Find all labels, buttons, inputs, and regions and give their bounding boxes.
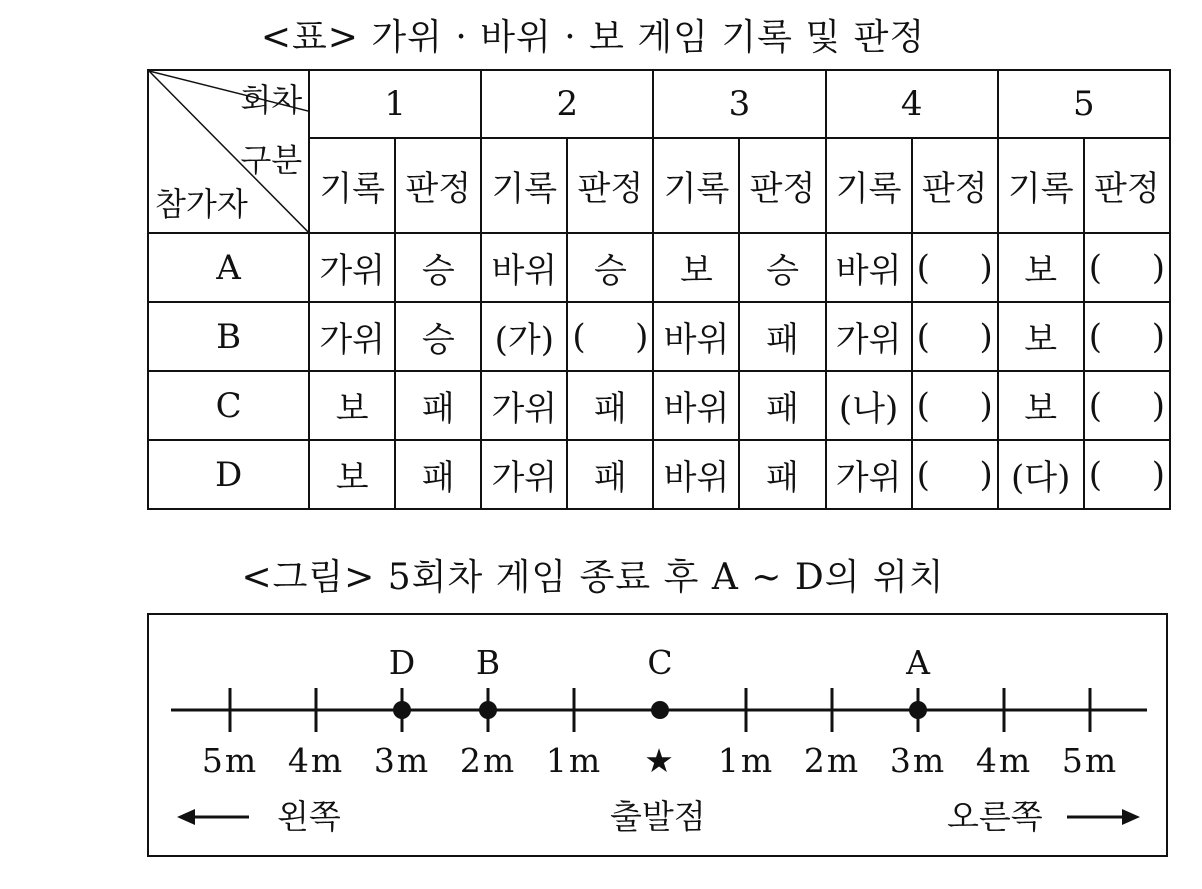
subheader-record: 기록 <box>481 138 567 233</box>
blank-parentheses <box>913 386 997 426</box>
round-header-3: 3 <box>653 70 825 138</box>
blank-parentheses <box>1085 455 1169 495</box>
record-cell: 보 <box>998 233 1084 302</box>
round-header-4: 4 <box>826 70 998 138</box>
record-cell: 보 <box>309 371 395 440</box>
open-paren: ( <box>916 454 930 495</box>
subheader-record: 기록 <box>309 138 395 233</box>
corner-label-participant: 참가자 <box>155 185 248 223</box>
blank-result-cell <box>567 302 653 371</box>
corner-label-round: 회차 <box>240 81 303 119</box>
result-cell: 패 <box>739 302 825 371</box>
blank-result-cell <box>1084 371 1170 440</box>
result-cell: 패 <box>739 440 825 509</box>
right-direction-label: 오른쪽 <box>947 797 1043 836</box>
record-cell: 가위 <box>481 371 567 440</box>
distance-label: 4m <box>287 741 345 780</box>
open-paren: ( <box>1088 247 1103 288</box>
subheader-record: 기록 <box>998 138 1084 233</box>
record-cell: 바위 <box>481 233 567 302</box>
blank-result-cell <box>1084 233 1170 302</box>
blank-parentheses <box>1085 386 1169 426</box>
distance-label: 3m <box>889 741 947 780</box>
close-paren: ) <box>979 454 993 495</box>
open-paren: ( <box>916 316 930 357</box>
record-cell: (다) <box>998 440 1084 509</box>
subheader-result: 판정 <box>1084 138 1170 233</box>
round-header-2: 2 <box>481 70 653 138</box>
close-paren: ) <box>1151 316 1165 357</box>
distance-label: 1m <box>717 741 775 780</box>
participant-row <box>148 302 1170 371</box>
distance-label: 5m <box>1061 741 1119 780</box>
record-cell: 가위 <box>309 302 395 371</box>
result-cell: 패 <box>567 440 653 509</box>
blank-result-cell <box>912 440 998 509</box>
subheader-record: 기록 <box>653 138 739 233</box>
participant-dot <box>393 701 411 719</box>
start-star-icon: ★ <box>644 741 676 780</box>
blank-result-cell <box>1084 302 1170 371</box>
open-paren: ( <box>1088 454 1103 495</box>
subheader-result: 판정 <box>395 138 481 233</box>
blank-parentheses <box>568 317 652 357</box>
open-paren: ( <box>1088 385 1103 426</box>
position-figure <box>147 613 1168 857</box>
result-cell: 패 <box>567 371 653 440</box>
start-point-label: 출발점 <box>610 797 706 836</box>
open-paren: ( <box>916 247 930 288</box>
record-cell: (가) <box>481 302 567 371</box>
result-cell: 승 <box>395 302 481 371</box>
record-cell: 바위 <box>826 233 912 302</box>
result-cell: 승 <box>395 233 481 302</box>
blank-result-cell <box>912 233 998 302</box>
blank-parentheses <box>1085 317 1169 357</box>
result-cell: 패 <box>739 371 825 440</box>
blank-result-cell <box>912 371 998 440</box>
distance-label: 1m <box>545 741 603 780</box>
record-cell: (나) <box>826 371 912 440</box>
close-paren: ) <box>1151 454 1165 495</box>
round-header-row <box>148 70 1170 138</box>
record-cell: 보 <box>309 440 395 509</box>
blank-parentheses <box>913 455 997 495</box>
open-paren: ( <box>572 316 586 357</box>
participant-name-cell: B <box>148 302 309 371</box>
blank-parentheses <box>913 317 997 357</box>
distance-label: 5m <box>201 741 259 780</box>
game-record-table <box>147 69 1171 510</box>
result-cell: 패 <box>395 371 481 440</box>
record-cell: 가위 <box>826 440 912 509</box>
participant-dot <box>909 701 927 719</box>
close-paren: ) <box>979 316 993 357</box>
open-paren: ( <box>916 385 930 426</box>
record-cell: 보 <box>998 371 1084 440</box>
record-cell: 가위 <box>481 440 567 509</box>
record-cell: 바위 <box>653 371 739 440</box>
record-cell: 가위 <box>826 302 912 371</box>
corner-label-category: 구분 <box>240 141 303 179</box>
close-paren: ) <box>979 385 993 426</box>
participant-name-cell: C <box>148 371 309 440</box>
participant-row <box>148 233 1170 302</box>
subheader-result: 판정 <box>567 138 653 233</box>
participant-position-label: B <box>475 643 501 682</box>
participant-row <box>148 371 1170 440</box>
close-paren: ) <box>1151 385 1165 426</box>
close-paren: ) <box>635 316 649 357</box>
participant-position-label: C <box>647 643 673 682</box>
corner-header-cell <box>148 70 309 233</box>
participant-row <box>148 440 1170 509</box>
round-header-5: 5 <box>998 70 1170 138</box>
distance-label: 2m <box>803 741 861 780</box>
right-arrow-icon <box>1122 809 1140 825</box>
blank-result-cell <box>912 302 998 371</box>
record-cell: 보 <box>998 302 1084 371</box>
participant-dot <box>479 701 497 719</box>
result-cell: 패 <box>395 440 481 509</box>
record-cell: 가위 <box>309 233 395 302</box>
close-paren: ) <box>979 247 993 288</box>
distance-label: 3m <box>373 741 431 780</box>
record-cell: 바위 <box>653 440 739 509</box>
table-title: <표> 가위 · 바위 · 보 게임 기록 및 판정 <box>260 17 926 58</box>
subheader-record: 기록 <box>826 138 912 233</box>
record-cell: 보 <box>653 233 739 302</box>
participant-position-label: A <box>906 643 930 682</box>
round-header-1: 1 <box>309 70 481 138</box>
participant-name-cell: A <box>148 233 309 302</box>
subheader-result: 판정 <box>739 138 825 233</box>
record-cell: 바위 <box>653 302 739 371</box>
close-paren: ) <box>1151 247 1165 288</box>
result-cell: 승 <box>739 233 825 302</box>
distance-label: 4m <box>975 741 1033 780</box>
subheader-result: 판정 <box>912 138 998 233</box>
blank-result-cell <box>1084 440 1170 509</box>
result-cell: 승 <box>567 233 653 302</box>
left-arrow-icon <box>177 809 195 825</box>
participant-rows <box>148 233 1170 509</box>
blank-parentheses <box>913 248 997 288</box>
participant-dot <box>651 701 669 719</box>
blank-parentheses <box>1085 248 1169 288</box>
figure-title: <그림> 5회차 게임 종료 후 A ~ D의 위치 <box>241 557 945 598</box>
participant-name-cell: D <box>148 440 309 509</box>
distance-label: 2m <box>459 741 517 780</box>
participant-position-label: D <box>388 643 416 682</box>
left-direction-label: 왼쪽 <box>277 797 341 836</box>
open-paren: ( <box>1088 316 1103 357</box>
